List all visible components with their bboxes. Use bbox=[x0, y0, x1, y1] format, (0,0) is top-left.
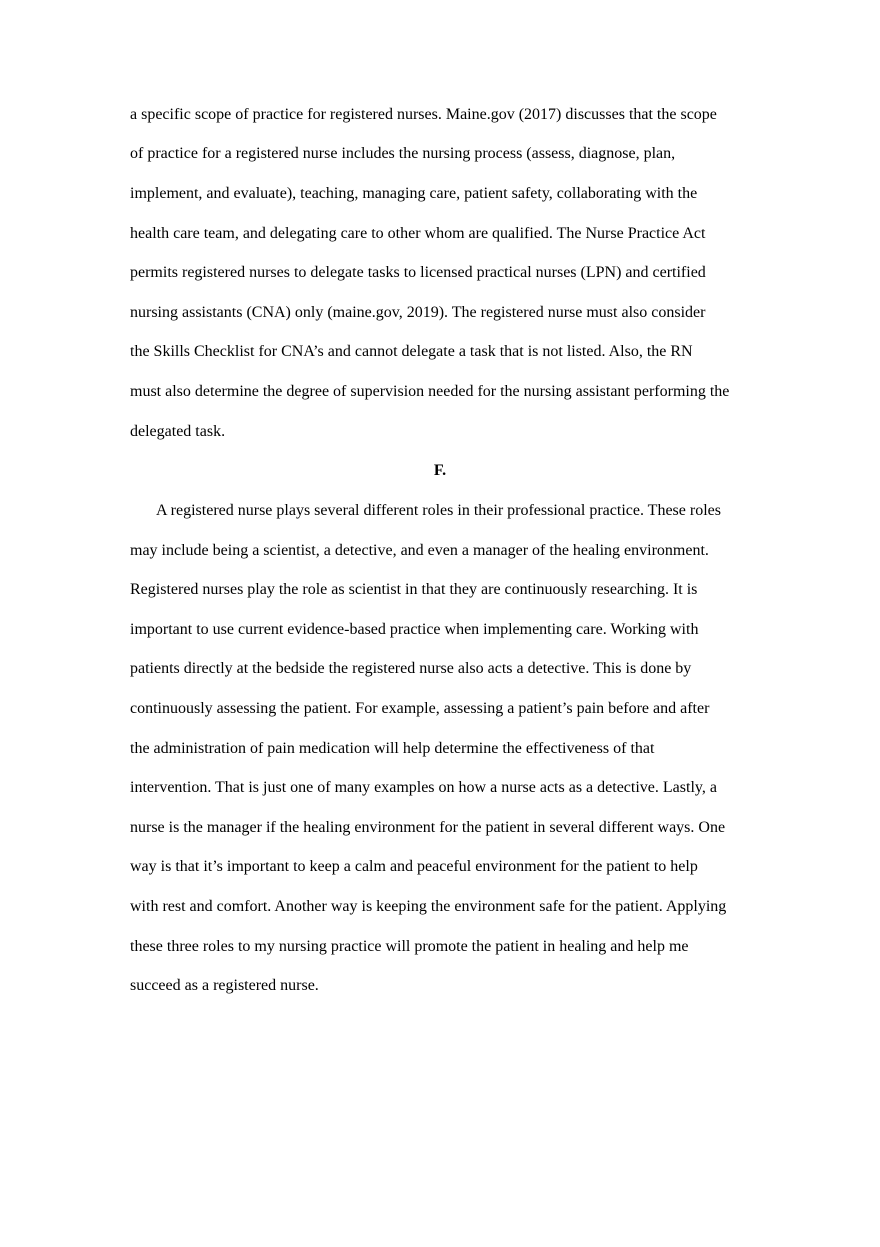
paragraph-line: with rest and comfort. Another way is keeping the environment safe for the patient. Applying bbox=[130, 898, 727, 915]
paragraph-line: intervention. That is just one of many examples on how a nurse acts as a detective. Lastly, a bbox=[130, 779, 717, 796]
section-heading-f: F. bbox=[433, 462, 447, 479]
paragraph-line: nursing assistants (CNA) only (maine.gov, 2019). The registered nurse must also consider bbox=[130, 304, 706, 321]
paragraph-line: the administration of pain medication will help determine the effectiveness of that bbox=[130, 740, 655, 757]
paragraph-line: implement, and evaluate), teaching, managing care, patient safety, collaborating with the bbox=[130, 185, 698, 202]
paragraph-line: A registered nurse plays several different roles in their professional practice. These roles bbox=[156, 502, 721, 519]
paragraph-line: continuously assessing the patient. For example, assessing a patient’s pain before and after bbox=[130, 700, 710, 717]
paragraph-line: a specific scope of practice for registered nurses. Maine.gov (2017) discusses that the scope bbox=[130, 106, 717, 123]
paragraph-line: permits registered nurses to delegate tasks to licensed practical nurses (LPN) and certified bbox=[130, 264, 706, 281]
paragraph-line: important to use current evidence-based practice when implementing care. Working with bbox=[130, 621, 699, 638]
paragraph-line: Registered nurses play the role as scientist in that they are continuously researching. It is bbox=[130, 581, 698, 598]
paragraph-line: these three roles to my nursing practice will promote the patient in healing and help me bbox=[130, 938, 689, 955]
paragraph-line: health care team, and delegating care to other whom are qualified. The Nurse Practice Act bbox=[130, 225, 706, 242]
paragraph-line: of practice for a registered nurse includes the nursing process (assess, diagnose, plan, bbox=[130, 145, 676, 162]
paragraph-line: patients directly at the bedside the registered nurse also acts a detective. This is done by bbox=[130, 660, 692, 677]
paragraph-line: must also determine the degree of supervision needed for the nursing assistant performing the bbox=[130, 383, 730, 400]
paragraph-line: nurse is the manager if the healing environment for the patient in several different ways. One bbox=[130, 819, 726, 836]
paragraph-line: may include being a scientist, a detective, and even a manager of the healing environment. bbox=[130, 542, 709, 559]
paragraph-line: the Skills Checklist for CNA’s and cannot delegate a task that is not listed. Also, the RN bbox=[130, 343, 693, 360]
paragraph-line: delegated task. bbox=[130, 423, 226, 440]
paragraph-line: succeed as a registered nurse. bbox=[130, 977, 319, 994]
paragraph-line: way is that it’s important to keep a calm and peaceful environment for the patient to help bbox=[130, 858, 698, 875]
